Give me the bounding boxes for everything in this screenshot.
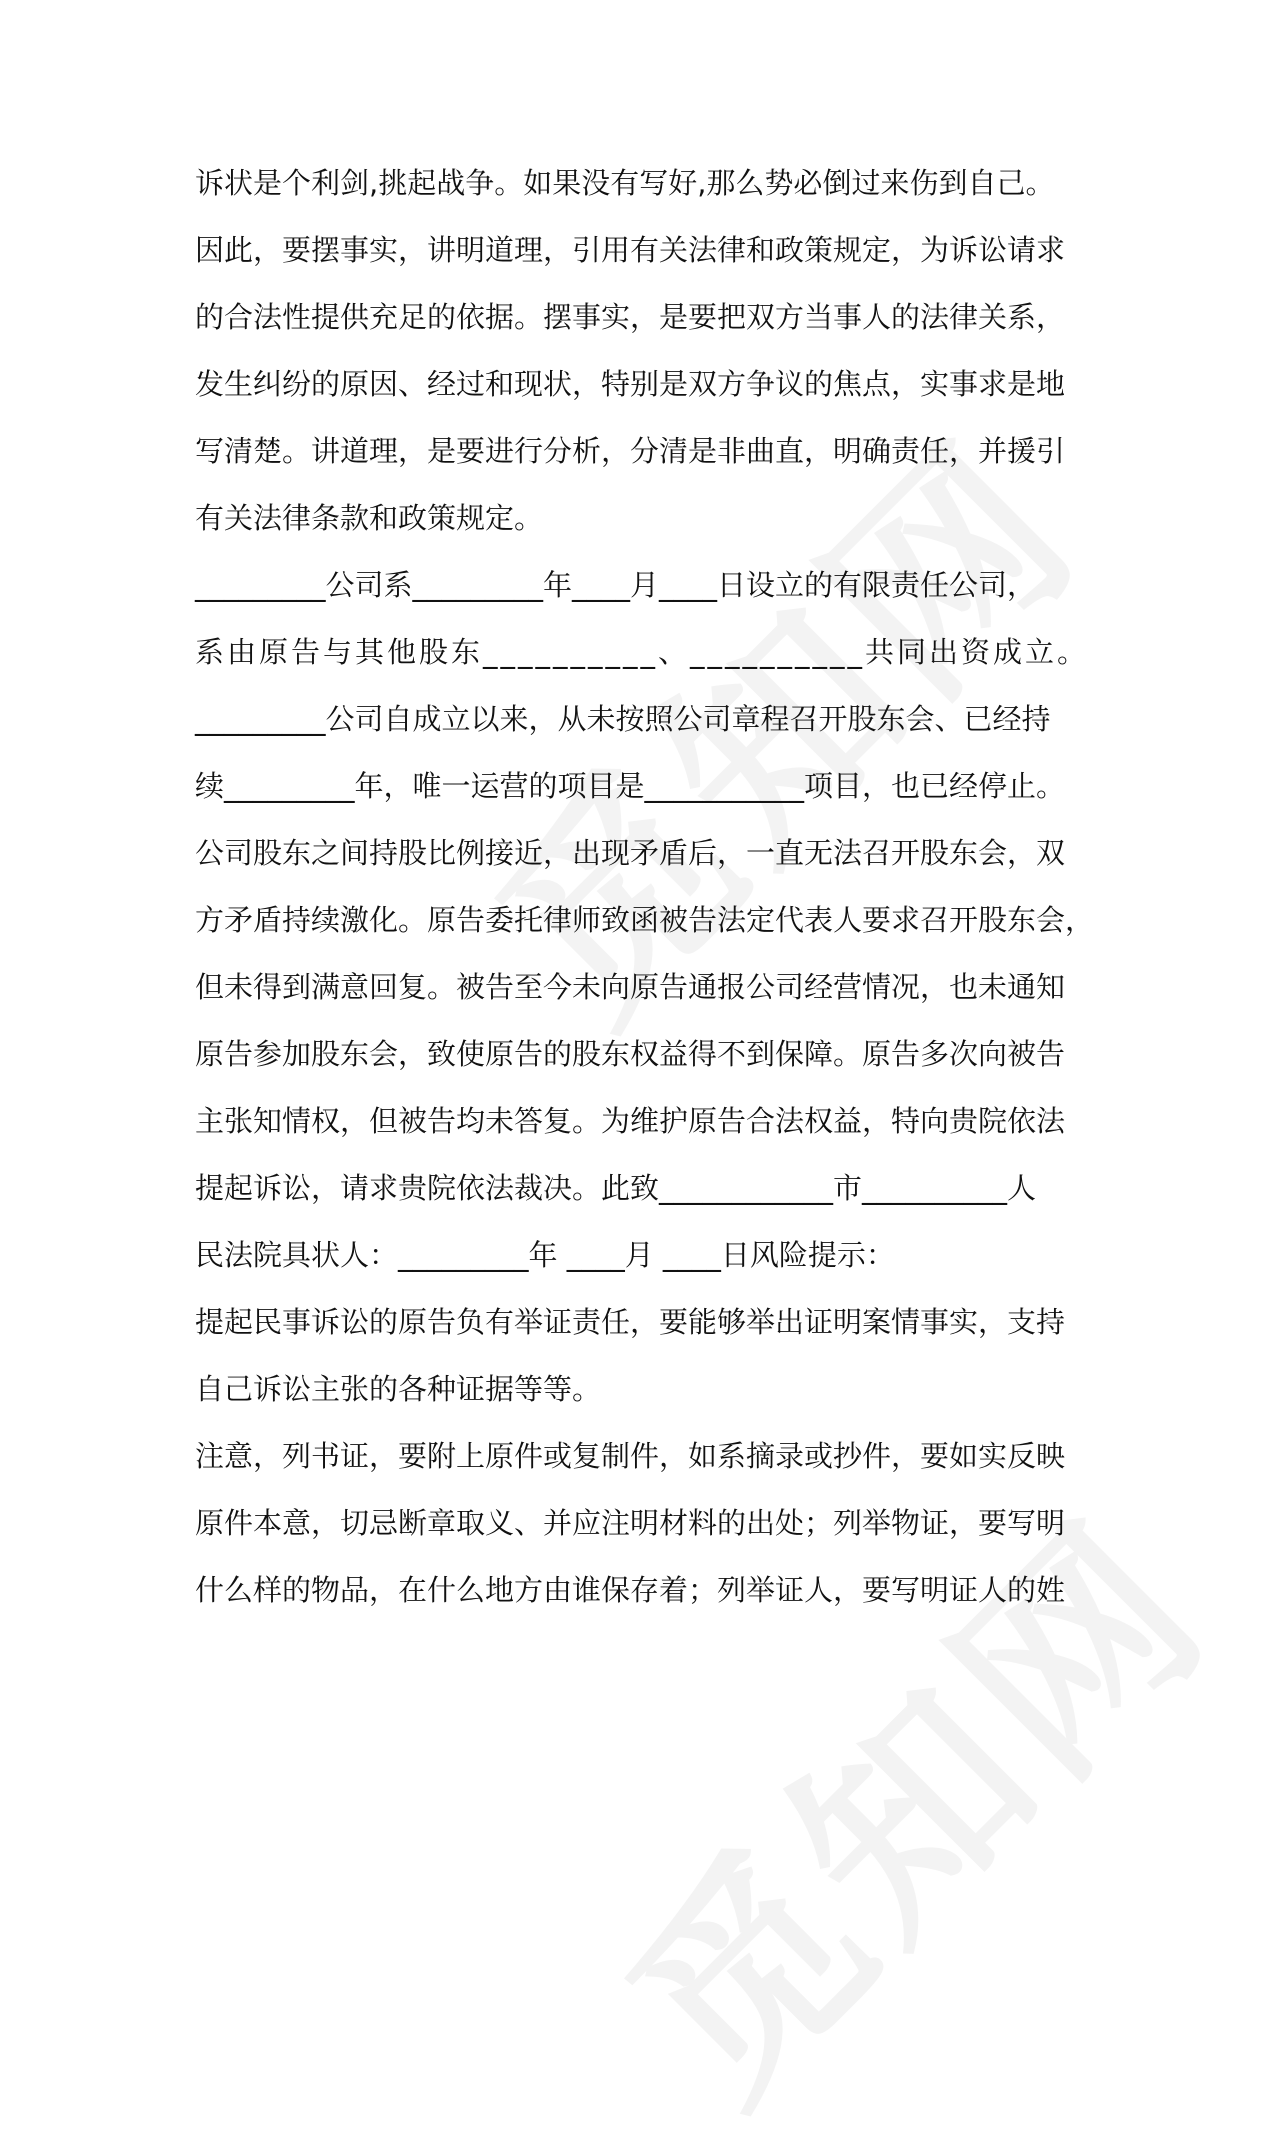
text-line: 但未得到满意回复。被告至今未向原告通报公司经营情况，也未通知 xyxy=(195,970,1066,1004)
text-line: 的合法性提供充足的依据。摆事实，是要把双方当事人的法律关系， xyxy=(195,300,1066,334)
text-line: 主张知情权，但被告均未答复。为维护原告合法权益，特向贵院依法 xyxy=(195,1104,1066,1138)
text-line: 自己诉讼主张的各种证据等等。 xyxy=(195,1372,602,1406)
text-line: 原告参加股东会，致使原告的股东权益得不到保障。原告多次向被告 xyxy=(195,1037,1066,1071)
text-line: 方矛盾持续激化。原告委托律师致函被告法定代表人要求召开股东会， xyxy=(195,903,1095,937)
text-line: 提起民事诉讼的原告负有举证责任，要能够举出证明案情事实，支持 xyxy=(195,1305,1066,1339)
text-line: 什么样的物品，在什么地方由谁保存着；列举证人，要写明证人的姓 xyxy=(195,1573,1066,1607)
document-body xyxy=(195,150,1095,1624)
text-line: 诉状是个利剑,挑起战争。如果没有写好,那么势必倒过来伤到自己。 xyxy=(195,166,1055,200)
text-line: 公司股东之间持股比例接近，出现矛盾后，一直无法召开股东会，双 xyxy=(195,836,1066,870)
text-line: 提起诉讼，请求贵院依法裁决。此致____________市__________人 xyxy=(195,1171,1037,1205)
text-line: 民法院具状人：_________年 ____月 ____日风险提示： xyxy=(195,1238,895,1272)
text-line: 因此，要摆事实，讲明道理，引用有关法律和政策规定，为诉讼请求 xyxy=(195,233,1066,267)
text-line: _________公司系_________年____月____日设立的有限责任公司， xyxy=(195,568,1037,602)
text-line: 注意，列书证，要附上原件或复制件，如系摘录或抄件，要如实反映 xyxy=(195,1439,1066,1473)
text-line: _________公司自成立以来，从未按照公司章程召开股东会、已经持 xyxy=(195,702,1051,736)
text-line: 系由原告与其他股东__________、__________共同出资成立。 xyxy=(195,635,1090,669)
text-line: 有关法律条款和政策规定。 xyxy=(195,501,544,535)
text-line: 续_________年，唯一运营的项目是___________项目，也已经停止。 xyxy=(195,769,1066,803)
text-line: 原件本意，切忌断章取义、并应注明材料的出处；列举物证，要写明 xyxy=(195,1506,1066,1540)
text-line: 发生纠纷的原因、经过和现状，特别是双方争议的焦点，实事求是地 xyxy=(195,367,1066,401)
text-line: 写清楚。讲道理，是要进行分析，分清是非曲直，明确责任，并援引 xyxy=(195,434,1066,468)
